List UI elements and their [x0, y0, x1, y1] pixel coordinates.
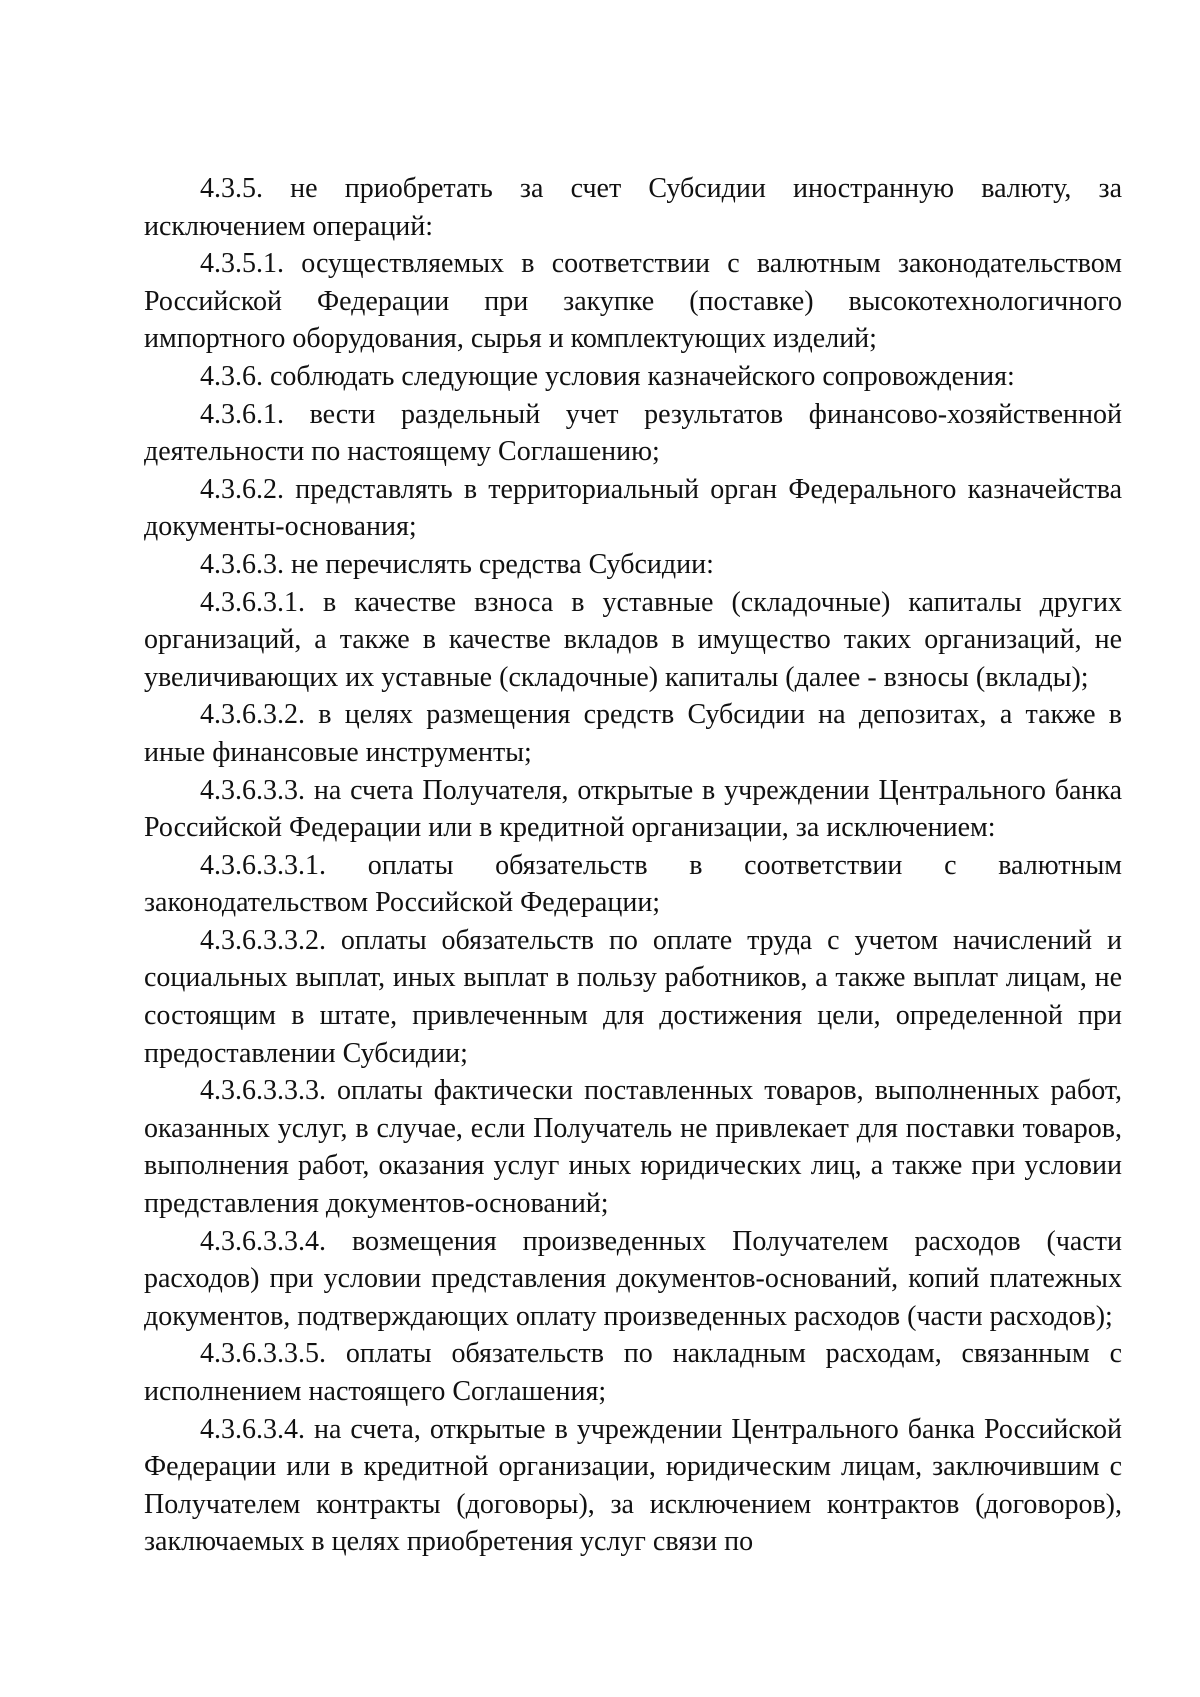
document-body [144, 170, 1122, 1561]
paragraph-4-3-5: 4.3.5. не приобретать за счет Субсидии иностранную валюту, за исключением операций: [144, 173, 1122, 242]
paragraph-4-3-6-3-3-5: 4.3.6.3.3.5. оплаты обязательств по накладным расходам, связанным с исполнением настоящего Соглашения; [144, 1338, 1122, 1407]
paragraph-4-3-6-3-1: 4.3.6.3.1. в качестве взноса в уставные (складочные) капиталы других организаций, а также в качестве вкладов в имущество таких организаций, не увеличивающих их уставные (складочные) капиталы (далее - взносы (вклады); [144, 586, 1122, 693]
paragraph-4-3-6-3-3: 4.3.6.3.3. на счета Получателя, открытые в учреждении Центрального банка Российской Федерации или в кредитной организации, за исключением: [144, 774, 1122, 844]
paragraph-4-3-6-3-4: 4.3.6.3.4. на счета, открытые в учреждении Центрального банка Российской Федерации или в кредитной организации, юридическим лицам, заключившим с Получателем контракты (договоры), за исключением контрактов (договоров), заключаемых в целях приобретения услуг связи по [144, 1413, 1122, 1558]
paragraph-4-3-6-2: 4.3.6.2. представлять в территориальный орган Федерального казначейства документы-основания; [144, 473, 1122, 543]
paragraph-4-3-6: 4.3.6. соблюдать следующие условия казначейского сопровождения: [200, 360, 1015, 392]
paragraph-4-3-6-3-2: 4.3.6.3.2. в целях размещения средств Субсидии на депозитах, а также в иные финансовые инструменты; [144, 699, 1122, 768]
paragraph-4-3-6-3-3-2: 4.3.6.3.3.2. оплаты обязательств по оплате труда с учетом начислений и социальных выплат, иных выплат в пользу работников, а также выплат лицам, не состоящим в штате, привлеченным для достижения цели, определенной при предоставлении Субсидии; [144, 924, 1122, 1069]
paragraph-4-3-6-3-3-3: 4.3.6.3.3.3. оплаты фактически поставленных товаров, выполненных работ, оказанных услуг, в случае, если Получатель не привлекает для поставки товаров, выполнения работ, оказания услуг иных юридических лиц, а также при условии представления документов-оснований; [144, 1075, 1122, 1220]
paragraph-4-3-6-3-3-1: 4.3.6.3.3.1. оплаты обязательств в соответствии с валютным законодательством Российской Федерации; [144, 849, 1122, 919]
paragraph-4-3-6-3-3-4: 4.3.6.3.3.4. возмещения произведенных Получателем расходов (части расходов) при условии представления документов-оснований, копий платежных документов, подтверждающих оплату произведенных расходов (части расходов); [144, 1225, 1122, 1332]
paragraph-4-3-6-3: 4.3.6.3. не перечислять средства Субсидии: [200, 548, 714, 580]
paragraph-4-3-5-1: 4.3.5.1. осуществляемых в соответствии с валютным законодательством Российской Федерации при закупке (поставке) высокотехнологичного импортного оборудования, сырья и комплектующих изделий; [144, 248, 1122, 355]
paragraph-4-3-6-1: 4.3.6.1. вести раздельный учет результатов финансово-хозяйственной деятельности по настоящему Соглашению; [144, 398, 1122, 468]
